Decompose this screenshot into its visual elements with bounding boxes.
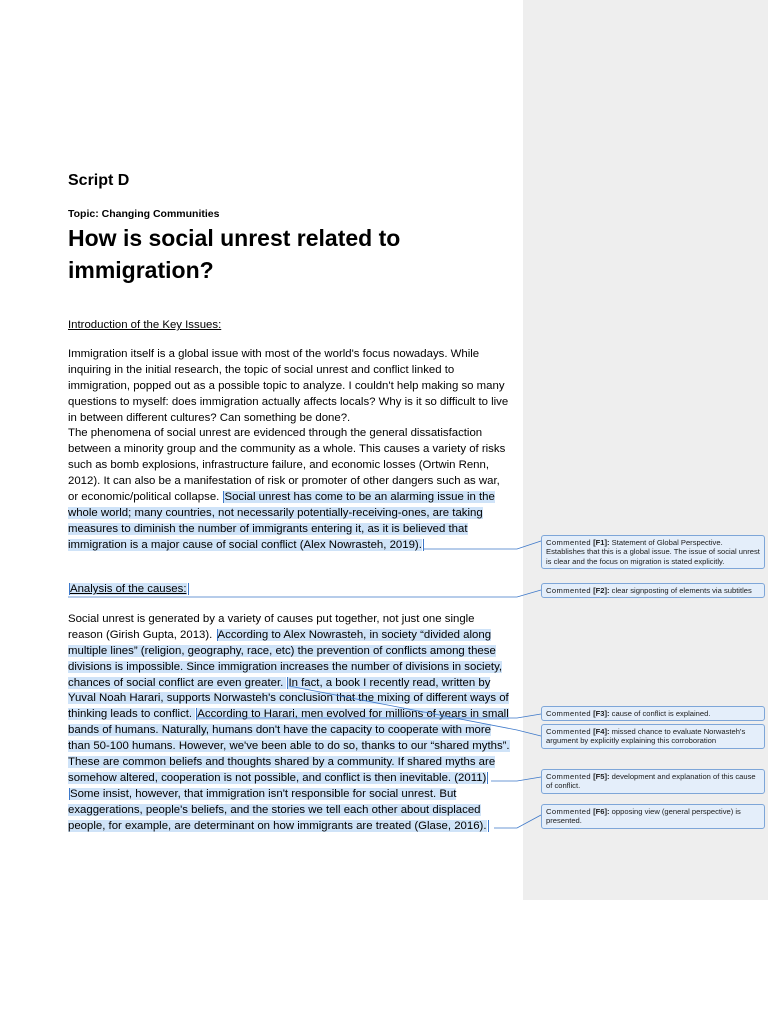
comment-label: Commented	[546, 807, 591, 816]
analysis-line: Social unrest is generated by a variety of causes put together, not just one single	[68, 613, 475, 625]
comment-highlight-f5[interactable]: According to Harari, men evolved for millions of years in small	[197, 708, 509, 721]
intro-line: questions to myself: does immigration actually affects locals? Why is it so difficult to live	[68, 395, 509, 408]
comment-label: Commented	[546, 727, 591, 736]
comment-ref: [F4]:	[593, 727, 610, 736]
comment-highlight-f5[interactable]: somehow altered, cooperation is not possible, and conflict is then inevitable. (2011)	[68, 771, 487, 784]
connector-f2	[68, 590, 541, 597]
comment-highlight-f3[interactable]: According to Alex Nowrasteh, in society “divided along	[217, 628, 492, 641]
comment-label: Commented	[546, 538, 591, 547]
comment-text: development and explanation of this cause of conflict.	[546, 772, 756, 791]
comment-text: opposing view (general perspective) is presented.	[546, 807, 741, 826]
connector-f6	[494, 815, 541, 828]
comment-ref: [F2]:	[593, 586, 610, 595]
comment-highlight-f1[interactable]: whole world; many countries, not necessarily potentially-receiving-ones, are taking	[68, 506, 483, 519]
comment-text: clear signposting of elements via subtitles	[611, 586, 752, 595]
comment-highlight-f1[interactable]: immigration is a major cause of social conflict (Alex Nowrasteh, 2019).	[68, 538, 422, 551]
intro-line: Immigration itself is a global issue with most of the world's focus nowadays. While	[68, 348, 480, 360]
comment-highlight-f3[interactable]: divisions is impossible. Since immigration increases the number of divisions in society,	[68, 660, 503, 673]
script-label: Script D	[68, 172, 130, 189]
connector-f1	[424, 541, 541, 549]
document-title: How is social unrest related to immigration?	[68, 225, 401, 283]
comment-highlight-f4[interactable]: Yuval Noah Harari, supports Norwasteh's conclusion that the mixing of different ways of	[68, 692, 509, 705]
comment-highlight-f5[interactable]: than 50-100 humans. However, we've been able to do so, thanks to our “shared myths”.	[68, 740, 510, 753]
comment-ref: [F5]:	[593, 772, 610, 781]
comment-text: missed chance to evaluate Norwasteh's argument by explicitly explaining this corroboration	[546, 727, 746, 746]
analysis-line-plain: reason (Girish Gupta, 2013).	[68, 628, 216, 641]
comment-ref: [F3]:	[593, 709, 610, 718]
comment-f2[interactable]	[541, 583, 765, 598]
intro-line: such as bomb explosions, infrastructure failure, and economic losses (Ortwin Renn,	[68, 459, 490, 472]
intro-line: in between different cultures? Can something be done?.	[68, 411, 351, 424]
intro-line: immigration, popped out as a possible topic to analyze. I couldn't help making so many	[68, 379, 505, 392]
comment-highlight-f5[interactable]: bands of humans. Naturally, humans don't have the capacity to cooperate with more	[68, 724, 492, 737]
comment-highlight-f3[interactable]: multiple lines” (religion, geography, race, etc) the prevention of conflicts among these	[68, 644, 496, 657]
comment-text: cause of conflict is explained.	[611, 709, 711, 718]
comment-highlight-f6[interactable]: people, for example, are determinant on how immigrants are treated (Glase, 2016).	[68, 819, 487, 832]
comment-f1[interactable]	[541, 535, 765, 569]
comment-label: Commented	[546, 586, 591, 595]
comment-label: Commented	[546, 709, 591, 718]
comment-f5[interactable]	[541, 769, 765, 794]
comment-highlight-f6[interactable]: exaggerations, people's beliefs, and the stories we tell each other about displaced	[68, 803, 481, 816]
comment-ref: [F6]:	[593, 807, 610, 816]
comment-f4[interactable]	[541, 724, 765, 749]
comment-label: Commented	[546, 772, 591, 781]
comment-highlight-f4[interactable]: In fact, a book I recently read, written by	[288, 676, 491, 689]
intro-line-plain: or economic/political collapse.	[68, 491, 223, 504]
comment-highlight-f1[interactable]: measures to diminish the number of immigrants entering it, as it is believed that	[68, 522, 468, 535]
topic-label: Topic: Changing Communities	[68, 208, 220, 220]
comment-f6[interactable]	[541, 804, 765, 829]
connector-f4	[289, 686, 541, 736]
comment-highlight-f4[interactable]: thinking leads to conflict.	[68, 708, 196, 721]
intro-heading: Introduction of the Key Issues:	[68, 319, 222, 331]
comment-highlight-f6[interactable]: Some insist, however, that immigration isn't responsible for social unrest. But	[70, 787, 457, 800]
comment-highlight-f5[interactable]: These are common beliefs and thoughts shared by a community. If shared myths are	[68, 756, 496, 769]
comment-highlight-f3[interactable]: chances of social conflict are even greater.	[68, 676, 287, 689]
intro-line: inquiring in the initial research, the topic of social unrest and conflict linked to	[68, 363, 455, 376]
connector-f3	[197, 714, 541, 718]
comment-highlight-f1[interactable]: Social unrest has come to be an alarming issue in the	[224, 491, 495, 504]
intro-line: 2012). It can also be a manifestation of risk or promoter of other dangers such as war,	[68, 475, 500, 488]
intro-line: The phenomena of social unrest are evidenced through the general dissatisfaction	[68, 427, 483, 440]
comment-f3[interactable]	[541, 706, 765, 721]
connector-f5	[491, 777, 541, 781]
intro-line: between a minority group and the community as a whole. This causes a variety of risks	[68, 443, 506, 456]
comment-ref: [F1]:	[593, 538, 610, 547]
comment-highlight-f2[interactable]: Analysis of the causes:	[70, 583, 187, 595]
comment-text: Statement of Global Perspective. Establishes that this is a global issue. The issue of social unrest is clear and the focus on migration is stated explicitly.	[546, 538, 760, 566]
